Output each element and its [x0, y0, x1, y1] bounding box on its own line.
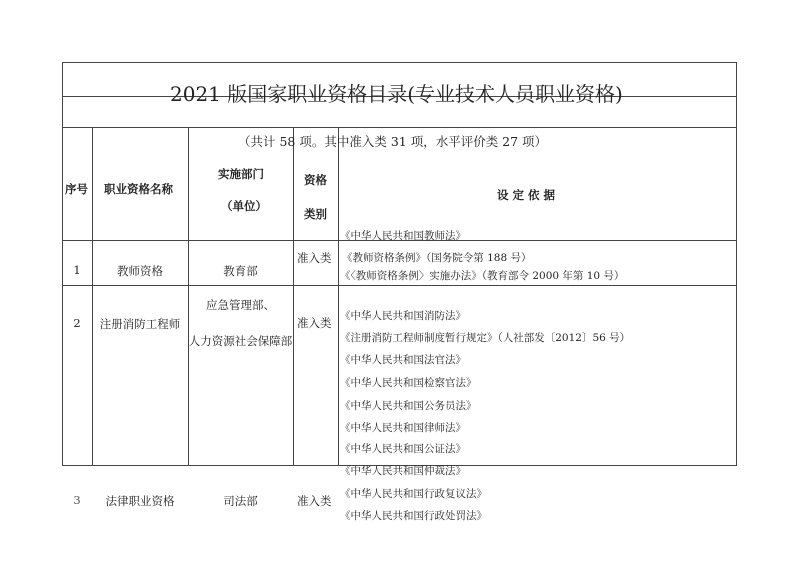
document-title: 2021 版国家职业资格目录(专业技术人员职业资格) [170, 82, 623, 106]
row3-basis-line4: 《中华人民共和国律师法》 [340, 422, 466, 434]
summary-text: （共计 58 项。其中准入类 31 项，水平评价类 27 项） [238, 134, 548, 149]
col-divider-category [338, 127, 339, 466]
header-category-line1: 资格 [304, 173, 327, 187]
table-border-right [736, 62, 737, 466]
row2-basis-line2: 《注册消防工程师制度暂行规定》（人社部发〔2012〕56 号） [340, 332, 631, 344]
row2-seq: 2 [73, 316, 81, 330]
row1-seq: 1 [73, 263, 81, 277]
header-name: 职业资格名称 [104, 182, 173, 196]
row1-category: 准入类 [297, 251, 332, 265]
row1-basis-line2: 《教师资格条例》（国务院令第 188 号） [342, 252, 532, 264]
col-divider-dept [293, 127, 294, 466]
row2-name: 注册消防工程师 [99, 317, 181, 331]
row1-basis-line3: 《〈教师资格条例〉实施办法》（教育部令 2000 年第 10 号） [340, 270, 625, 282]
summary-row-divider [62, 127, 737, 128]
header-basis: 设 定 依 据 [497, 188, 556, 202]
header-dept-line1: 实施部门 [218, 167, 264, 181]
row1-basis-line1: 《中华人民共和国教师法》 [340, 230, 466, 242]
row3-basis-line8: 《中华人民共和国行政处罚法》 [340, 510, 487, 522]
col-divider-seq [92, 127, 93, 466]
row3-basis-line7: 《中华人民共和国行政复议法》 [340, 488, 487, 500]
row3-category: 准入类 [297, 494, 332, 508]
row3-basis-line5: 《中华人民共和国公证法》 [340, 443, 466, 455]
row3-seq: 3 [73, 493, 81, 507]
header-dept-line2: （单位） [221, 199, 267, 213]
row3-dept: 司法部 [223, 494, 258, 508]
header-category-line2: 类别 [304, 207, 327, 221]
row2-dept-line2: 人力资源社会保障部 [188, 334, 293, 348]
row3-name: 法律职业资格 [105, 494, 175, 508]
row1-dept: 教育部 [223, 264, 258, 278]
row1-divider [62, 285, 737, 286]
row3-basis-line3: 《中华人民共和国公务员法》 [340, 400, 477, 412]
row2-dept-line1: 应急管理部、 [206, 298, 275, 312]
row3-basis-line1: 《中华人民共和国法官法》 [340, 354, 466, 366]
header-seq: 序号 [65, 182, 88, 196]
row1-name: 教师资格 [117, 264, 163, 278]
row3-basis-line6: 《中华人民共和国仲裁法》 [340, 465, 466, 477]
table-border-top [62, 62, 737, 63]
row2-category: 准入类 [297, 316, 332, 330]
row3-basis-line2: 《中华人民共和国检察官法》 [340, 377, 477, 389]
row2-basis-line1: 《中华人民共和国消防法》 [340, 310, 466, 322]
